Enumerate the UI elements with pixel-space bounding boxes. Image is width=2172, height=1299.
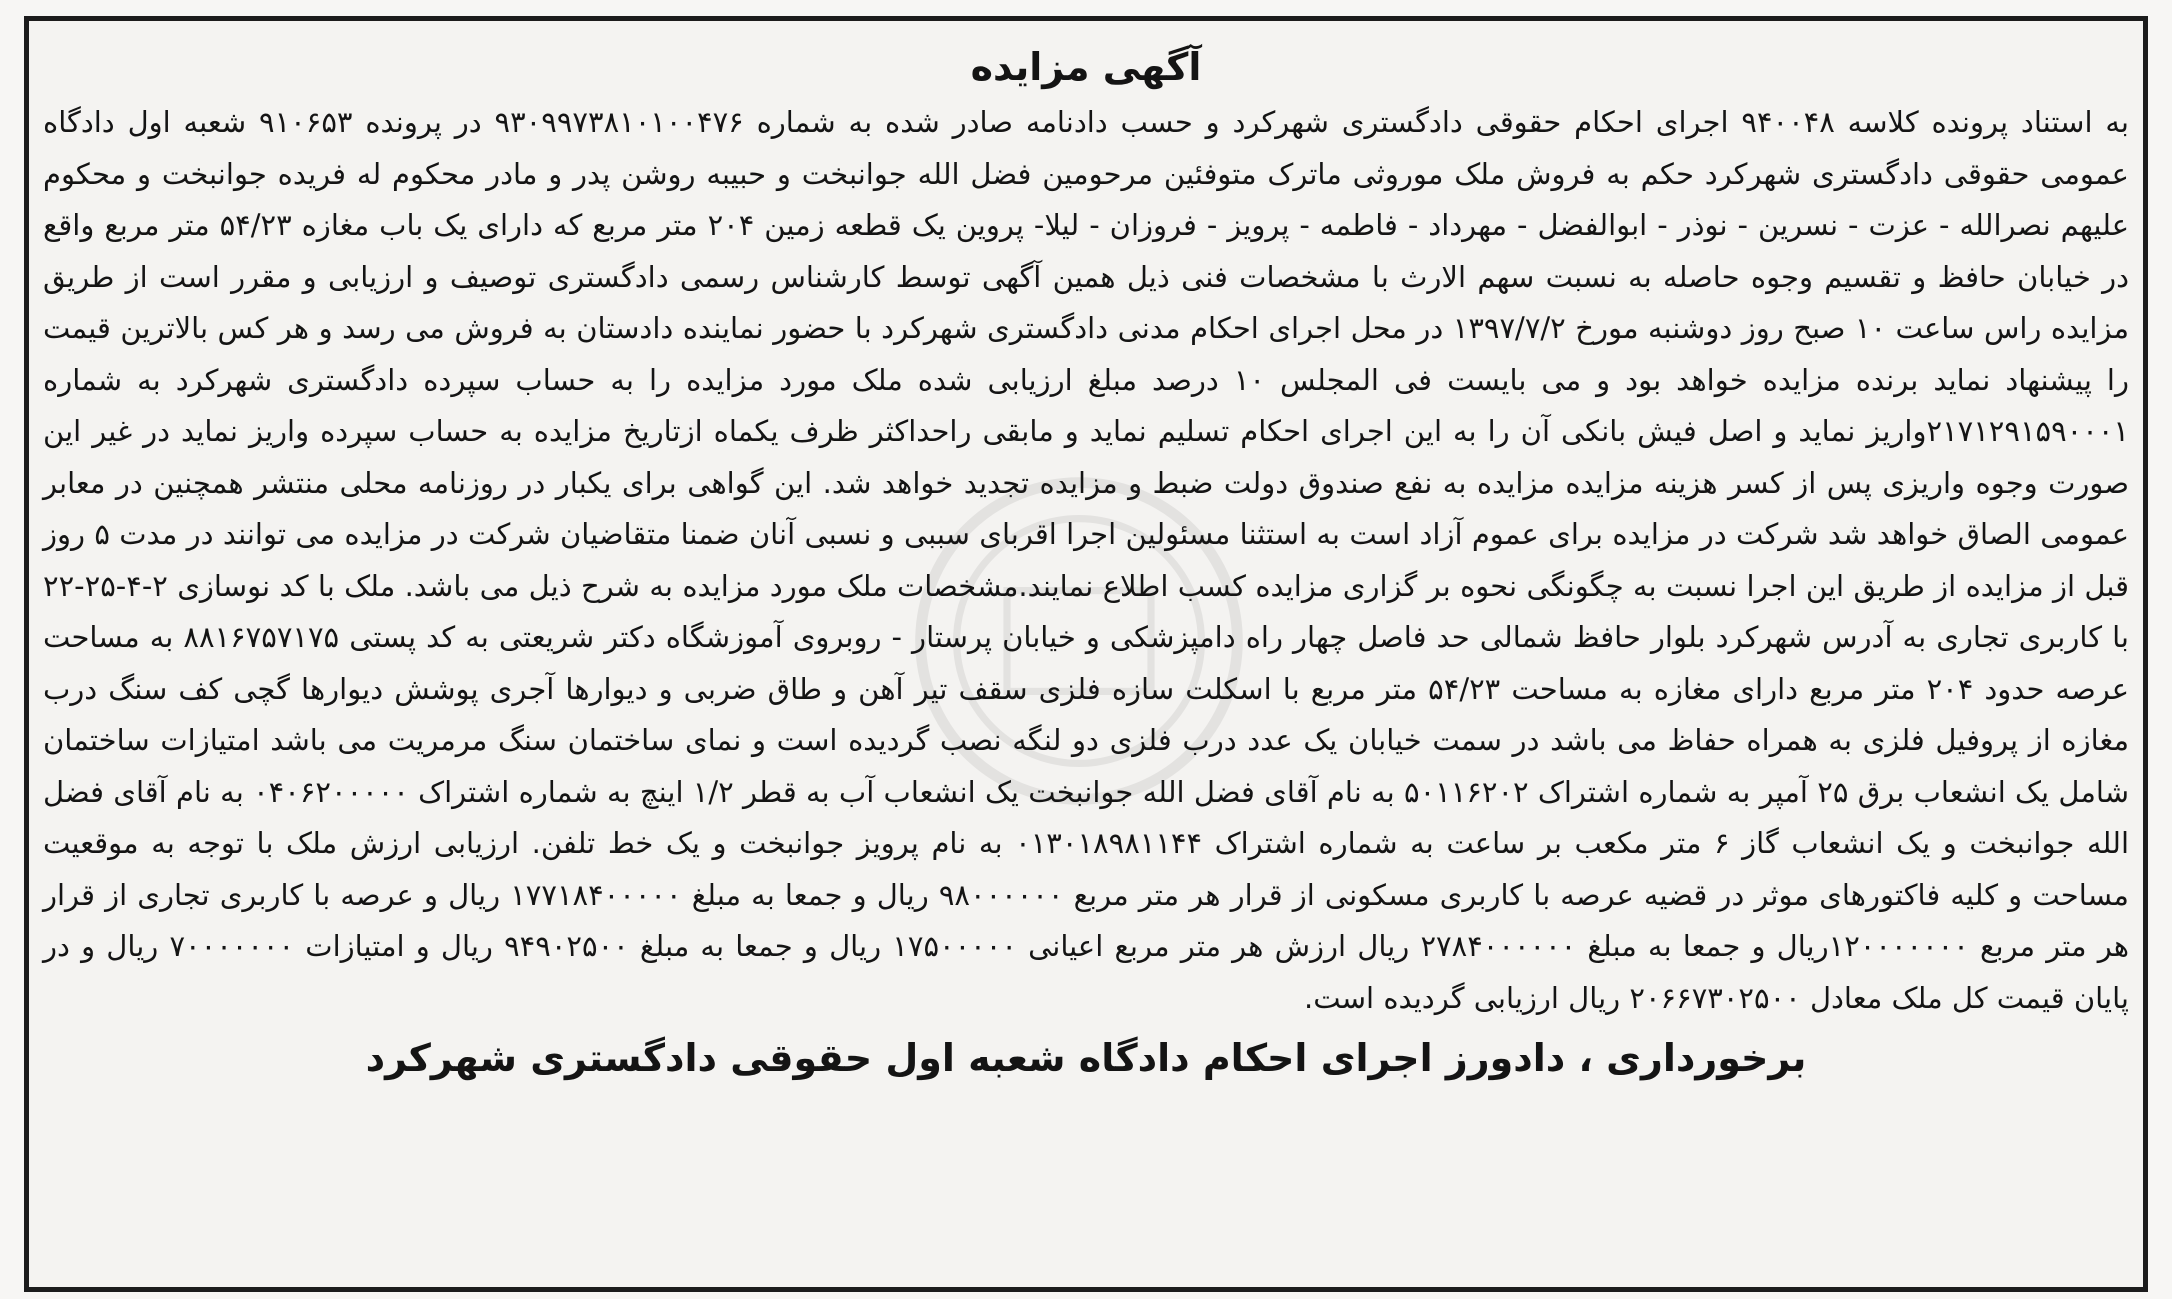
notice-title: آگهی مزایده	[970, 45, 1202, 89]
notice-border-frame	[24, 16, 2148, 1292]
notice-body: به استناد پرونده کلاسه ۹۴۰۰۴۸ اجرای احکام حقوقی دادگستری شهرکرد و حسب دادنامه صادر شده به شماره ۹۳۰۹۹۷۳۸۱۰۱۰۰۴۷۶ در پرونده ۹۱۰۶۵۳ شعبه اول دادگاه عمومی حقوقی دادگستری شهرکرد حکم به فروش ملک موروثی ماترک متوفئین مرحومین فضل الله جوانبخت و حبیبه روشن پدر و مادر محکوم له فریده جوانبخت و محکوم علیهم نصرالله - عزت - نسرین - نوذر - ابوالفضل - مهرداد - فاطمه - پرویز - فروزان - لیلا- پروین یک قطعه زمین ۲۰۴ متر مربع که دارای یک باب مغازه ۵۴/۲۳ متر مربع واقع در خیابان حافظ و تقسیم وجوه حاصله به نسبت سهم الارث با مشخصات فنی ذیل همین آگهی توسط کارشناس رسمی دادگستری توصیف و ارزیابی و مقرر است از طریق مزایده راس ساعت ۱۰ صبح روز دوشنبه مورخ ۱۳۹۷/۷/۲ در محل اجرای احکام مدنی دادگستری شهرکرد با حضور نماینده دادستان به فروش می رسد و هر کس بالاترین قیمت را پیشنهاد نماید برنده مزایده خواهد بود و می بایست فی المجلس ۱۰ درصد مبلغ ارزیابی شده ملک مورد مزایده را به حساب سپرده دادگستری شهرکرد به شماره ۲۱۷۱۲۹۱۵۹۰۰۰۱واریز نماید و اصل فیش بانکی آن را به این اجرای احکام تسلیم نماید و مابقی راحداکثر ظرف یکماه ازتاریخ مزایده به حساب سپرده واریز نماید در غیر این صورت وجوه واریزی پس از کسر هزینه مزایده مزایده به نفع صندوق دولت ضبط و مزایده تجدید خواهد شد. این گواهی برای یکبار در روزنامه محلی منتشر همچنین در معابر عمومی الصاق خواهد شد شرکت در مزایده برای عموم آزاد است به استثنا مسئولین اجرا اقربای سببی و نسبی آنان ضمنا متقاضیان شرکت در مزایده می توانند در مدت ۵ روز قبل از مزایده از طریق این اجرا نسبت به چگونگی نحوه بر گزاری مزایده کسب اطلاع نمایند.مشخصات ملک مورد مزایده به شرح ذیل می باشد. ملک با کد نوسازی ۲-۴-۲۵-۲۲ با کاربری تجاری به آدرس شهرکرد بلوار حافظ شمالی حد فاصل چهار راه دامپزشکی و خیابان پرستار - روبروی آموزشگاه دکتر شریعتی به کد پستی ۸۸۱۶۷۵۷۱۷۵ به مساحت عرصه حدود ۲۰۴ متر مربع دارای مغازه به مساحت ۵۴/۲۳ متر مربع با اسکلت سازه فلزی سقف تیر آهن و طاق ضربی و دیوارها آجری پوشش دیوارها گچی کف سنگ درب مغازه از پروفیل فلزی به همراه حفاظ می باشد در سمت خیابان یک عدد درب فلزی دو لنگه نصب گردیده است و نمای ساختمان سنگ مرمریت می باشد امتیازات ساختمان شامل یک انشعاب برق ۲۵ آمپر به شماره اشتراک ۵۰۱۱۶۲۰۲ به نام آقای فضل الله جوانبخت یک انشعاب آب به قطر ۱/۲ اینچ به شماره اشتراک ۰۴۰۶۲۰۰۰۰۰ به نام آقای فضل الله جوانبخت و یک انشعاب گاز ۶ متر مکعب بر ساعت به شماره اشتراک ۰۱۳۰۱۸۹۸۱۱۴۴ به نام پرویز جوانبخت و یک خط تلفن. ارزیابی ارزش ملک با توجه به موقعیت مساحت و کلیه فاکتورهای موثر در قضیه عرصه با کاربری مسکونی از قرار هر متر مربع ۹۸۰۰۰۰۰۰ ریال و جمعا به مبلغ ۱۷۷۱۸۴۰۰۰۰۰ ریال و عرصه با کاربری تجاری از قرار هر متر مربع ۱۲۰۰۰۰۰۰۰ریال و جمعا به مبلغ ۲۷۸۴۰۰۰۰۰۰ ریال ارزش هر متر مربع اعیانی ۱۷۵۰۰۰۰۰ ریال و جمعا به مبلغ ۹۴۹۰۲۵۰۰ ریال و امتیازات ۷۰۰۰۰۰۰۰ ریال و در پایان قیمت کل ملک معادل ۲۰۶۶۷۳۰۲۵۰۰ ریال ارزیابی گردیده است.	[43, 105, 2130, 1015]
notice-signature: برخورداری ، دادورز اجرای احکام دادگاه شعبه اول حقوقی دادگستری شهرکرد	[365, 1036, 1807, 1080]
notice-content	[43, 39, 2129, 1277]
